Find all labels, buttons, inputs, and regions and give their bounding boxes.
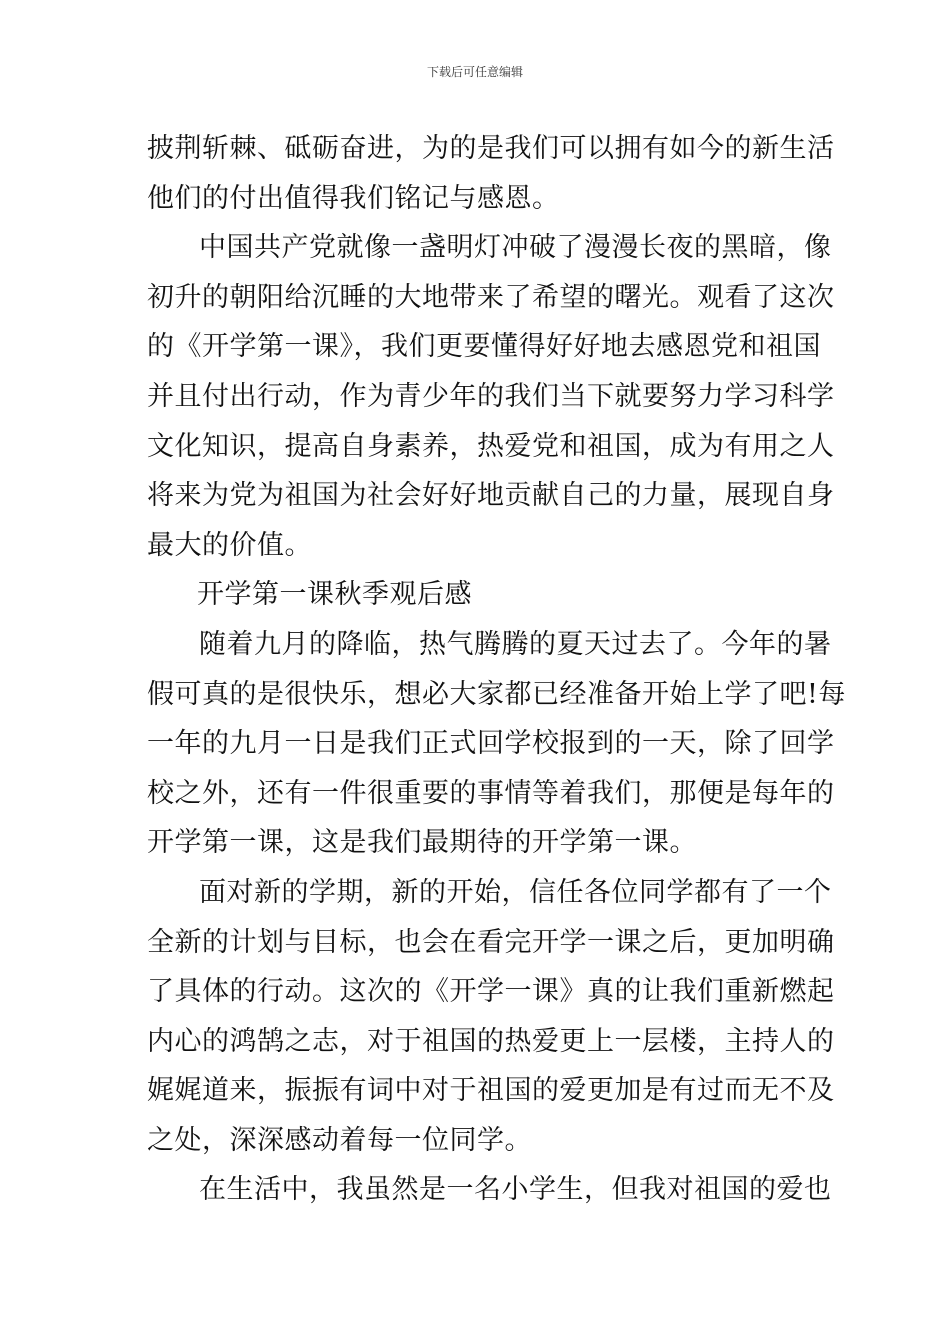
text-line: 内心的鸿鹄之志，对于祖国的热爱更上一层楼，主持人的: [147, 1025, 835, 1057]
text-line: 最大的价值。: [147, 529, 312, 561]
page-header: 下载后可任意编辑: [426, 65, 523, 79]
text-line: 校之外，还有一件很重要的事情等着我们，那便是每年的: [147, 777, 835, 809]
text-line: 开学第一课，这是我们最期待的开学第一课。: [147, 827, 697, 859]
paragraph-start-line: 中国共产党就像一盏明灯冲破了漫漫长夜的黑暗，像: [199, 232, 832, 264]
text-line: 的《开学第一课》，我们更要懂得好好地去感恩党和祖国: [147, 331, 821, 363]
text-line: 假可真的是很快乐，想必大家都已经准备开始上学了吧!每: [147, 678, 846, 710]
text-line: 娓娓道来，振振有词中对于祖国的爱更加是有过而无不及: [147, 1075, 835, 1107]
text-line: 他们的付出值得我们铭记与感恩。: [147, 182, 560, 214]
text-line: 并且付出行动，作为青少年的我们当下就要努力学习科学: [147, 380, 835, 412]
text-line: 全新的计划与目标，也会在看完开学一课之后，更加明确: [147, 926, 835, 958]
paragraph-start-line: 在生活中，我虽然是一名小学生，但我对祖国的爱也: [199, 1174, 832, 1206]
paragraph-start-line: 随着九月的降临，热气腾腾的夏天过去了。今年的暑: [199, 628, 832, 660]
document-body: [147, 124, 846, 1215]
text-line: 披荆斩棘、砥砺奋进，为的是我们可以拥有如今的新生活: [147, 133, 835, 164]
section-heading: 开学第一课秋季观后感: [197, 579, 472, 611]
paragraph-start-line: 面对新的学期，新的开始，信任各位同学都有了一个: [199, 876, 832, 908]
text-line: 文化知识，提高自身素养，热爱党和祖国，成为有用之人: [147, 430, 835, 462]
text-line: 之处，深深感动着每一位同学。: [147, 1124, 532, 1156]
text-line: 将来为党为祖国为社会好好地贡献自己的力量，展现自身: [147, 480, 835, 512]
text-line: 了具体的行动。这次的《开学一课》真的让我们重新燃起: [147, 976, 835, 1008]
text-line: 初升的朝阳给沉睡的大地带来了希望的曙光。观看了这次: [147, 281, 835, 313]
text-line: 一年的九月一日是我们正式回学校报到的一天，除了回学: [147, 728, 835, 760]
